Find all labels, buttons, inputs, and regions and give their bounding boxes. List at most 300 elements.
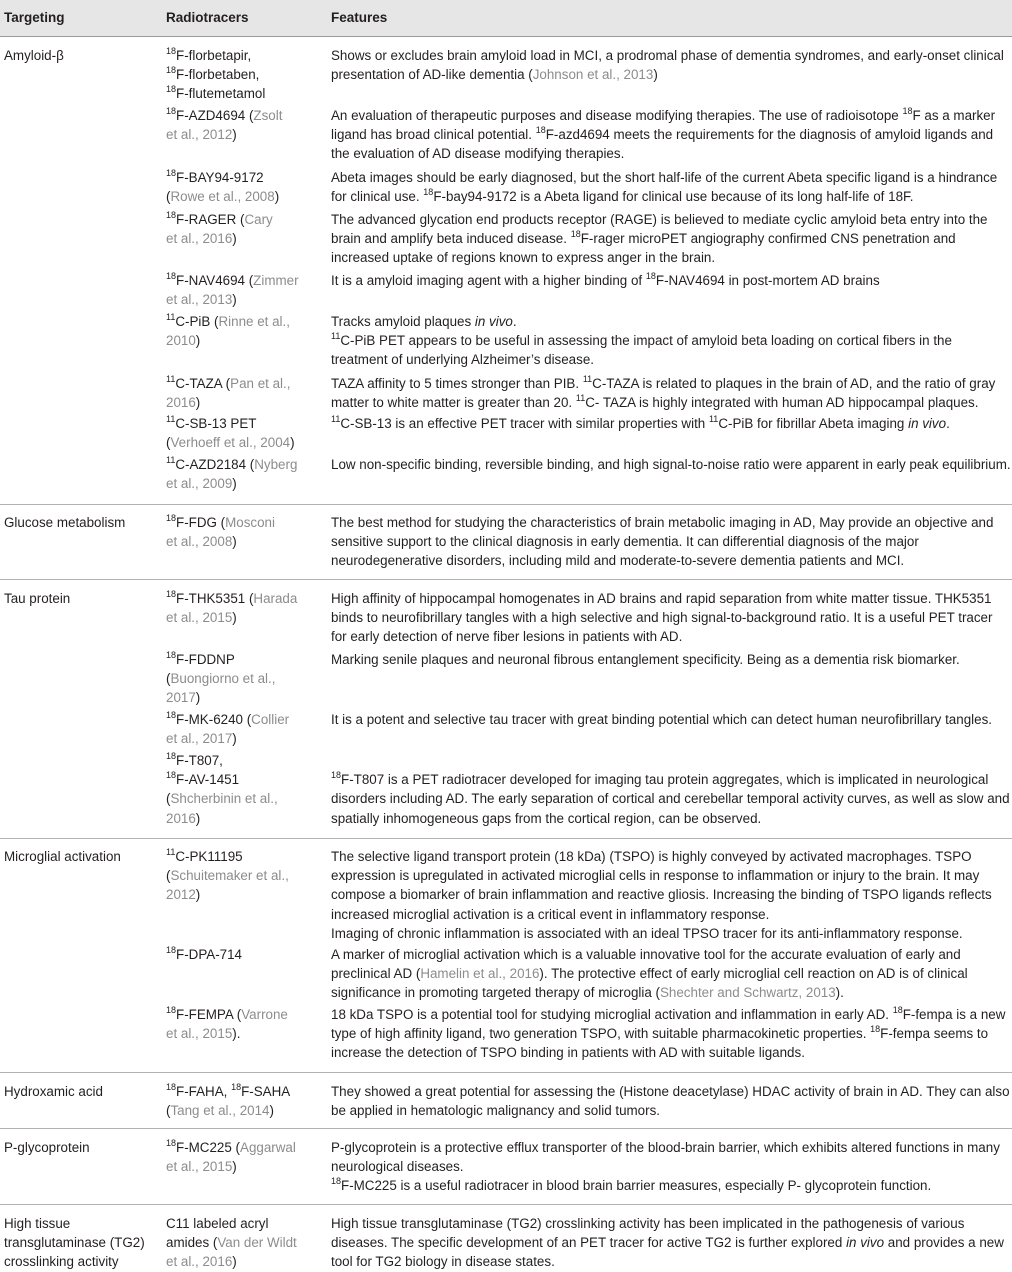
citation-link[interactable]: Cary bbox=[244, 212, 273, 227]
superscript: 18 bbox=[166, 944, 177, 955]
cell-line bbox=[166, 474, 316, 493]
cell-line bbox=[166, 65, 316, 84]
citation-link[interactable]: Van der Wildt bbox=[217, 1235, 297, 1251]
cell-line bbox=[166, 433, 316, 452]
text-run: TAZA affinity to 5 times stronger than PIB. bbox=[331, 376, 583, 391]
text-run: Imaging of chronic inflammation is associated with an ideal TPSO tracer for its anti-inflammatory response. bbox=[331, 925, 963, 941]
cell-line bbox=[331, 374, 1009, 393]
text-run: F-bay94-9172 is a Abeta ligand for clinical use because of its long half-life of 18F. bbox=[433, 189, 914, 205]
cell-line bbox=[166, 125, 316, 144]
cell-line bbox=[166, 688, 316, 707]
group-divider bbox=[0, 579, 1012, 580]
text-run: increased uptake of regions known to express anger in the brain. bbox=[331, 250, 716, 266]
cell-line bbox=[331, 393, 1009, 412]
citation-link[interactable]: Aggarwal bbox=[240, 1140, 296, 1155]
radiotracer-cell bbox=[166, 1005, 316, 1043]
text-run: amides ( bbox=[166, 1235, 218, 1251]
text-run: F-rager microPET angiography confirmed CNS penetration and bbox=[580, 231, 956, 247]
features-cell bbox=[331, 374, 1009, 412]
radiotracer-cell bbox=[166, 1138, 316, 1176]
citation-link[interactable]: Zimmer bbox=[253, 273, 299, 288]
text-run: binds to neurofibrillary tangles with a high selective and high signal-to-background ratio. It is a useful PET tracer bbox=[331, 610, 993, 626]
text-run: ) bbox=[653, 67, 658, 83]
text-run: neurodegenerative disorders, including mild and moderate-to-severe dementia patients and MCI. bbox=[331, 553, 905, 569]
cell-line bbox=[331, 1043, 1009, 1062]
features-cell bbox=[331, 414, 1009, 433]
italic-text: in vivo bbox=[908, 416, 947, 431]
text-run: ) bbox=[274, 189, 280, 205]
text-run: Glucose metabolism bbox=[4, 515, 126, 530]
citation-link[interactable]: et al., 2008 bbox=[166, 534, 233, 550]
superscript: 18 bbox=[166, 270, 177, 281]
citation-link[interactable]: Pan et al., bbox=[230, 376, 291, 391]
citation-link[interactable]: Collier bbox=[251, 712, 290, 727]
cell-line bbox=[331, 1005, 1009, 1024]
cell-line bbox=[166, 1214, 316, 1233]
citation-link[interactable]: Shechter and Schwartz, 2013 bbox=[659, 985, 836, 1001]
text-run: . bbox=[512, 314, 517, 329]
text-run: They showed a great potential for assessing the (Histone deacetylase) HDAC activity of brain in AD. They can also bbox=[331, 1084, 1010, 1099]
text-run: It is a amyloid imaging agent with a higher binding of bbox=[331, 273, 646, 288]
text-run: the evaluation of AD disease modifying therapies. bbox=[331, 146, 625, 162]
radiotracer-cell bbox=[166, 414, 316, 452]
cell-line bbox=[331, 46, 1009, 65]
text-run: type of high affinity ligand, two generation TSPO, with suitable pharmacokinetic properties. bbox=[331, 1026, 871, 1042]
targeting-cell bbox=[4, 513, 154, 532]
superscript: 18 bbox=[331, 769, 342, 780]
cell-line bbox=[331, 248, 1009, 267]
cell-line bbox=[331, 331, 1009, 350]
cell-line bbox=[166, 710, 316, 729]
text-run: C- TAZA is highly integrated with human AD hippocampal plaques. bbox=[585, 395, 979, 411]
text-run: F as a marker bbox=[912, 108, 996, 123]
text-run: matter to white matter is greater than 20. bbox=[331, 395, 576, 411]
text-run: preclinical AD ( bbox=[331, 966, 421, 982]
cell-line bbox=[331, 751, 1009, 770]
superscript: 11 bbox=[575, 392, 586, 403]
text-run: F-NAV4694 in post-mortem AD brains bbox=[655, 273, 880, 288]
text-run: ) bbox=[195, 887, 201, 903]
cell-line bbox=[331, 414, 1009, 433]
features-cell bbox=[331, 210, 1009, 268]
features-cell bbox=[331, 106, 1009, 164]
cell-line bbox=[331, 271, 1009, 290]
citation-link[interactable]: et al., 2015 bbox=[166, 610, 233, 626]
cell-line bbox=[4, 46, 154, 65]
cell-line bbox=[331, 1214, 1009, 1233]
text-run: Microglial activation bbox=[4, 849, 121, 864]
text-run: transglutaminase (TG2) bbox=[4, 1235, 145, 1251]
superscript: 18 bbox=[423, 186, 434, 197]
text-run: F-flutemetamol bbox=[176, 86, 266, 102]
superscript: 18 bbox=[166, 105, 177, 116]
text-run: F-florbetapir, bbox=[176, 48, 252, 63]
radiotracer-cell bbox=[166, 455, 316, 493]
citation-link[interactable]: Shcherbinin et al., bbox=[170, 791, 278, 807]
features-cell bbox=[331, 1214, 1009, 1272]
text-run: crosslinking activity bbox=[4, 1254, 119, 1270]
text-run: ) bbox=[232, 731, 237, 747]
cell-line bbox=[166, 331, 316, 350]
cell-line bbox=[166, 885, 316, 904]
text-run: It is a potent and selective tau tracer with great binding potential which can detect human neurofibrillary tangles. bbox=[331, 712, 992, 727]
header-targeting: Targeting bbox=[4, 10, 65, 25]
superscript: 18 bbox=[870, 1023, 881, 1034]
cell-line bbox=[166, 513, 316, 532]
citation-link[interactable]: et al., 2012 bbox=[166, 127, 233, 143]
radiotracer-cell bbox=[166, 168, 316, 206]
superscript: 18 bbox=[166, 64, 177, 75]
text-run: F-fempa seems to bbox=[880, 1026, 989, 1042]
text-run: The best method for studying the characteristics of brain metabolic imaging in AD, May provide an objective and bbox=[331, 515, 994, 530]
header-features: Features bbox=[331, 10, 388, 25]
citation-link[interactable]: 2012 bbox=[166, 887, 196, 903]
header-radiotracers: Radiotracers bbox=[166, 10, 249, 25]
citation-link[interactable]: et al., 2016 bbox=[166, 231, 233, 247]
text-run: . bbox=[946, 416, 950, 431]
cell-line bbox=[166, 271, 316, 290]
superscript: 18 bbox=[166, 1081, 177, 1092]
citation-link[interactable]: et al., 2009 bbox=[166, 476, 233, 492]
text-run: Hydroxamic acid bbox=[4, 1084, 103, 1099]
cell-line bbox=[4, 513, 154, 532]
features-cell bbox=[331, 513, 1009, 571]
text-run: Abeta images should be early diagnosed, but the short half-life of the current Abeta specific ligand is a hindrance bbox=[331, 170, 998, 185]
text-run: 18 kDa TSPO is a potential tool for studying microglial activation and inflammation in early AD. bbox=[331, 1007, 893, 1022]
cell-line bbox=[166, 789, 316, 808]
text-run: ) bbox=[232, 1254, 237, 1270]
radiotracer-cell bbox=[166, 650, 316, 708]
targeting-cell bbox=[4, 1214, 154, 1272]
text-run: ) bbox=[195, 395, 201, 411]
targeting-cell bbox=[4, 1138, 154, 1157]
text-run: F-SAHA bbox=[241, 1084, 291, 1099]
text-run: F-T807 is a PET radiotracer developed for imaging tau protein aggregates, which is implicated in neurological bbox=[341, 772, 989, 788]
targeting-cell bbox=[4, 589, 154, 608]
text-run: F-MC225 ( bbox=[176, 1140, 241, 1155]
cell-line bbox=[331, 1082, 1009, 1101]
superscript: 18 bbox=[166, 167, 177, 178]
text-run: C11 labeled acryl bbox=[166, 1216, 269, 1231]
text-run: ) bbox=[232, 127, 237, 143]
text-run: F-florbetaben, bbox=[176, 67, 260, 83]
cell-line bbox=[166, 1157, 316, 1176]
text-run: F-NAV4694 ( bbox=[176, 273, 254, 288]
features-cell bbox=[331, 945, 1009, 1003]
cell-line bbox=[4, 1082, 154, 1101]
text-run: ) bbox=[232, 231, 237, 247]
cell-line bbox=[331, 770, 1009, 789]
cell-line bbox=[166, 229, 316, 248]
citation-link[interactable]: Buongiorno et al., bbox=[170, 671, 276, 687]
italic-text: in vivo bbox=[474, 314, 513, 329]
text-run: The advanced glycation end products receptor (RAGE) is believed to mediate cyclic amyloid beta entry into the bbox=[331, 212, 988, 227]
cell-line bbox=[331, 455, 1009, 474]
cell-line bbox=[331, 789, 1009, 808]
citation-link[interactable]: 2016 bbox=[166, 395, 196, 411]
cell-line bbox=[331, 168, 1009, 187]
text-run: Tracks amyloid plaques bbox=[331, 314, 475, 329]
text-run: High tissue bbox=[4, 1216, 71, 1231]
text-run: C-PiB for fibrillar Abeta imaging bbox=[718, 416, 909, 431]
cell-line bbox=[331, 608, 1009, 627]
table-header bbox=[0, 0, 1012, 37]
cell-line bbox=[331, 1024, 1009, 1043]
citation-link[interactable]: Rowe et al., 2008 bbox=[170, 189, 275, 205]
radiotracer-cell bbox=[166, 46, 316, 104]
targeting-cell bbox=[4, 1082, 154, 1101]
citation-link[interactable]: Rinne et al., bbox=[218, 314, 290, 329]
text-run: F-RAGER ( bbox=[176, 212, 245, 227]
citation-link[interactable]: Varrone bbox=[241, 1007, 288, 1022]
text-run: A marker of microglial activation which is a valuable innovative tool for the accurate evaluation of early and bbox=[331, 947, 961, 962]
citation-link[interactable]: Nyberg bbox=[254, 457, 298, 472]
citation-link[interactable]: Mosconi bbox=[225, 515, 275, 530]
cell-line bbox=[166, 1138, 316, 1157]
text-run: P-glycoprotein is a protective efflux transporter of the blood-brain barrier, which exhibits altered functions in many bbox=[331, 1140, 1000, 1155]
cell-line bbox=[331, 532, 1009, 551]
text-run: F-DPA-714 bbox=[176, 947, 242, 962]
text-run: diseases. The specific development of an PET tracer for active TG2 is further explored bbox=[331, 1235, 847, 1251]
cell-line bbox=[166, 1024, 316, 1043]
superscript: 18 bbox=[166, 769, 177, 780]
text-run: C-PiB ( bbox=[175, 314, 219, 329]
text-run: Marking senile plaques and neuronal fibrous entanglement specificity. Being as a dementia risk biomarker. bbox=[331, 652, 960, 667]
text-run: brain and amplify beta induced disease. bbox=[331, 231, 571, 247]
text-run: F-THK5351 ( bbox=[176, 591, 254, 606]
text-run: C-PK11195 bbox=[175, 849, 243, 864]
text-run: ( bbox=[166, 1103, 171, 1119]
text-run: C-TAZA is related to plaques in the brain of AD, and the ratio of gray bbox=[592, 376, 996, 391]
cell-line bbox=[4, 589, 154, 608]
text-run: ( bbox=[166, 435, 171, 451]
text-run: ( bbox=[166, 791, 171, 807]
cell-line bbox=[331, 1138, 1009, 1157]
text-run: spatially inhomogeneous gaps from the cortical region, can be observed. bbox=[331, 810, 762, 826]
text-run: significance in promoting targeted therapy of microglia ( bbox=[331, 985, 660, 1001]
citation-link[interactable]: Johnson et al., 2013 bbox=[532, 67, 654, 83]
cell-line bbox=[331, 513, 1009, 532]
features-cell bbox=[331, 751, 1009, 828]
citation-link[interactable]: et al., 2015 bbox=[166, 1159, 233, 1175]
text-run: C-PiB PET appears to be useful in assessing the impact of amyloid beta loading on cortical fibers in the bbox=[340, 333, 952, 349]
superscript: 18 bbox=[166, 45, 177, 56]
cell-line bbox=[166, 608, 316, 627]
citation-link[interactable]: Zsolt bbox=[253, 108, 283, 123]
cell-line bbox=[331, 312, 1009, 331]
cell-line bbox=[166, 650, 316, 669]
radiotracer-cell bbox=[166, 271, 316, 309]
features-cell bbox=[331, 1082, 1009, 1120]
cell-line bbox=[166, 751, 316, 770]
cell-line bbox=[4, 1214, 154, 1233]
superscript: 11 bbox=[331, 413, 341, 424]
text-run: ( bbox=[166, 189, 171, 205]
text-run: The selective ligand transport protein (18 kDa) (TSPO) is highly conveyed by activated macrophages. TSPO bbox=[331, 849, 972, 864]
text-run: disorders including AD. The early separation of cortical and cerebellar temporal activity curves, as well as slow and bbox=[331, 791, 1010, 807]
text-run: expression is upregulated in activated microglial cells in response to inflammation or injury to the brain. It may bbox=[331, 868, 980, 884]
cell-line bbox=[166, 84, 316, 103]
text-run: ) bbox=[269, 1103, 274, 1119]
citation-link[interactable]: et al., 2013 bbox=[166, 292, 233, 308]
text-run: ) bbox=[232, 292, 237, 308]
radiotracer-cell bbox=[166, 374, 316, 412]
cell-line bbox=[331, 885, 1009, 904]
group-divider bbox=[0, 838, 1012, 839]
citation-link[interactable]: Hamelin et al., 2016 bbox=[420, 966, 540, 982]
text-run: F-fempa is a new bbox=[902, 1007, 1006, 1022]
cell-line bbox=[166, 210, 316, 229]
text-run: An evaluation of therapeutic purposes and disease modifying therapies. The use of radioisotope bbox=[331, 108, 903, 123]
cell-line bbox=[166, 168, 316, 187]
cell-line bbox=[166, 290, 316, 309]
superscript: 18 bbox=[166, 750, 177, 761]
cell-line bbox=[331, 964, 1009, 983]
superscript: 11 bbox=[582, 373, 593, 384]
cell-line bbox=[166, 106, 316, 125]
group-divider bbox=[0, 504, 1012, 505]
features-cell bbox=[331, 168, 1009, 206]
superscript: 18 bbox=[892, 1004, 903, 1015]
cell-line bbox=[331, 1101, 1009, 1120]
features-cell bbox=[331, 847, 1009, 943]
text-run: ) bbox=[195, 333, 201, 349]
radiotracer-cell bbox=[166, 751, 316, 828]
cell-line bbox=[331, 983, 1009, 1002]
citation-link[interactable]: Verhoeff et al., 2004 bbox=[170, 435, 291, 451]
features-cell bbox=[331, 710, 1009, 729]
cell-line bbox=[166, 809, 316, 828]
cell-line bbox=[166, 1082, 316, 1101]
radiotracer-cell bbox=[166, 312, 316, 350]
features-cell bbox=[331, 1005, 1009, 1063]
radiotracer-cell bbox=[166, 710, 316, 748]
superscript: 11 bbox=[166, 373, 176, 384]
cell-line bbox=[166, 1233, 316, 1252]
superscript: 18 bbox=[231, 1081, 242, 1092]
cell-line bbox=[166, 532, 316, 551]
group-divider bbox=[0, 1072, 1012, 1073]
cell-line bbox=[331, 144, 1009, 163]
group-divider bbox=[0, 1128, 1012, 1129]
superscript: 18 bbox=[902, 105, 913, 116]
cell-line bbox=[4, 1138, 154, 1157]
text-run: ). The protective effect of early microglial cell reaction on AD is of clinical bbox=[539, 966, 968, 982]
cell-line bbox=[331, 551, 1009, 570]
citation-link[interactable]: et al., 2015 bbox=[166, 1026, 233, 1042]
text-run: ( bbox=[166, 671, 171, 687]
citation-link[interactable]: et al., 2016 bbox=[166, 1254, 233, 1270]
superscript: 18 bbox=[166, 83, 177, 94]
cell-line bbox=[331, 945, 1009, 964]
text-run: for clinical use. bbox=[331, 189, 424, 205]
text-run: P-glycoprotein bbox=[4, 1140, 90, 1155]
superscript: 11 bbox=[331, 330, 341, 341]
features-cell bbox=[331, 312, 1009, 370]
text-run: Tau protein bbox=[4, 591, 71, 606]
citation-link[interactable]: Harada bbox=[253, 591, 298, 606]
superscript: 18 bbox=[166, 512, 177, 523]
radiotracer-cell bbox=[166, 1214, 316, 1272]
cell-line bbox=[331, 627, 1009, 646]
text-run: ). bbox=[232, 1026, 241, 1042]
text-run: sensitive support to the clinical diagnosis in early dementia. It can differential diagnosis of the major bbox=[331, 534, 919, 550]
features-cell bbox=[331, 46, 1009, 84]
citation-link[interactable]: Schuitemaker et al., bbox=[170, 868, 289, 884]
text-run: ) bbox=[195, 810, 201, 826]
cell-line bbox=[166, 393, 316, 412]
radiotracer-cell bbox=[166, 106, 316, 144]
cell-line bbox=[166, 1101, 316, 1120]
features-cell bbox=[331, 650, 1009, 669]
text-run: ) bbox=[232, 1159, 237, 1175]
features-cell bbox=[331, 1138, 1009, 1196]
text-run: F-MC225 is a useful radiotracer in blood brain barrier measures, especially P- glycoprotein function. bbox=[341, 1178, 932, 1194]
text-run: and provides a new bbox=[884, 1235, 1004, 1251]
text-run: ( bbox=[166, 868, 171, 884]
cell-line bbox=[331, 650, 1009, 669]
citation-link[interactable]: Tang et al., 2014 bbox=[170, 1103, 270, 1119]
text-run: tool for TG2 biology in disease states. bbox=[331, 1254, 555, 1270]
citation-link[interactable]: 2010 bbox=[166, 333, 196, 349]
text-run: F-AV-1451 bbox=[176, 772, 240, 788]
cell-line bbox=[166, 455, 316, 474]
superscript: 18 bbox=[166, 649, 177, 660]
citation-link[interactable]: 2017 bbox=[166, 690, 196, 706]
text-run: High tissue transglutaminase (TG2) crosslinking activity has been implicated in the pathogenesis of various bbox=[331, 1216, 965, 1231]
cell-line bbox=[331, 350, 1009, 369]
cell-line bbox=[331, 809, 1009, 828]
cell-line bbox=[331, 106, 1009, 125]
text-run: F-BAY94-9172 bbox=[176, 170, 264, 185]
citation-link[interactable]: et al., 2017 bbox=[166, 731, 233, 747]
cell-line bbox=[331, 866, 1009, 885]
cell-line bbox=[331, 125, 1009, 144]
cell-line bbox=[166, 847, 316, 866]
cell-line bbox=[166, 1005, 316, 1024]
superscript: 18 bbox=[166, 709, 177, 720]
superscript: 11 bbox=[708, 413, 719, 424]
superscript: 11 bbox=[166, 454, 176, 465]
text-run: High affinity of hippocampal homogenates in AD brains and rapid separation from white matter tissue. THK5351 bbox=[331, 591, 992, 606]
cell-line bbox=[331, 847, 1009, 866]
text-run: ) bbox=[232, 610, 237, 626]
cell-line bbox=[331, 229, 1009, 248]
cell-line bbox=[331, 65, 1009, 84]
superscript: 18 bbox=[166, 1137, 177, 1148]
features-cell bbox=[331, 455, 1009, 474]
cell-line bbox=[331, 210, 1009, 229]
text-run: Low non-specific binding, reversible binding, and high signal-to-noise ratio were apparent in early peak equilibrium. bbox=[331, 457, 1011, 472]
citation-link[interactable]: 2016 bbox=[166, 810, 196, 826]
italic-text: in vivo bbox=[846, 1235, 885, 1251]
cell-line bbox=[166, 729, 316, 748]
cell-line bbox=[166, 589, 316, 608]
text-run: ) bbox=[232, 476, 237, 492]
cell-line bbox=[331, 1176, 1009, 1195]
cell-line bbox=[331, 589, 1009, 608]
superscript: 18 bbox=[166, 1004, 177, 1015]
features-cell bbox=[331, 589, 1009, 647]
superscript: 18 bbox=[166, 588, 177, 599]
cell-line bbox=[331, 1157, 1009, 1176]
text-run: Shows or excludes brain amyloid load in MCI, a prodromal phase of dementia syndromes, and early-onset clinical bbox=[331, 48, 1004, 63]
superscript: 18 bbox=[166, 209, 177, 220]
text-run: neurological diseases. bbox=[331, 1159, 464, 1175]
cell-line bbox=[331, 187, 1009, 206]
cell-line bbox=[166, 46, 316, 65]
text-run: for early detection of nerve fiber lesions in patients with AD. bbox=[331, 629, 683, 645]
